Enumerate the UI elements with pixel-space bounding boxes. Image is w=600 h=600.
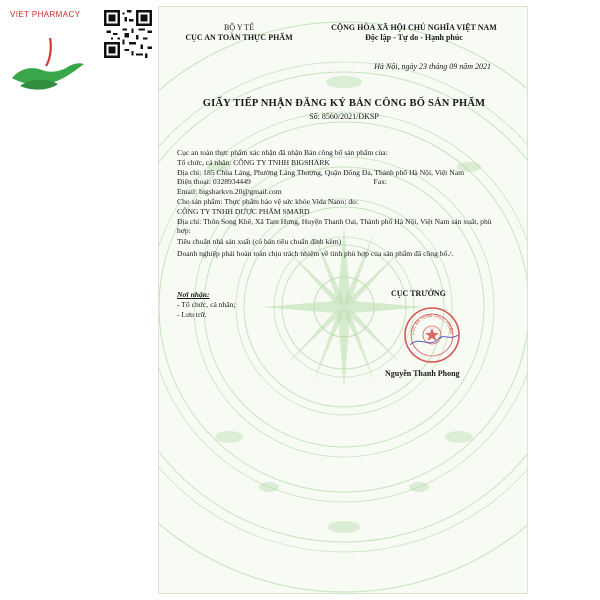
- body-line: Cục an toàn thực phẩm xác nhận đã nhận Bản công bố sản phẩm của:: [177, 148, 388, 157]
- republic-name: CỘNG HÒA XÃ HỘI CHỦ NGHĨA VIỆT NAM: [331, 23, 497, 32]
- issue-date: Hà Nội, ngày 23 tháng 09 năm 2021: [374, 62, 491, 71]
- recipient-item: - Lưu trữ.: [177, 309, 207, 319]
- body-line: Tổ chức, cá nhân: CÔNG TY TNHH BIGSHARK: [177, 157, 330, 167]
- ministry-name: BỘ Y TẾ: [224, 23, 254, 32]
- body-line: Doanh nghiệp phải hoàn toàn chịu trách nhiệm về tính phù hợp của sản phẩm đã công bố./.: [177, 248, 454, 258]
- viet-pharmacy-logo: [6, 8, 98, 98]
- document-body: [177, 148, 507, 259]
- signer-name: Nguyễn Thanh Phong: [385, 369, 460, 378]
- issuer-header: [169, 23, 309, 43]
- recipients-heading: Nơi nhận:: [177, 290, 210, 299]
- stamp-text: CỤC AN TOÀN THỰC PHẨM: [409, 312, 455, 336]
- agency-name: CỤC AN TOÀN THỰC PHẨM: [185, 33, 293, 42]
- national-header: [304, 23, 524, 43]
- body-line: Địa chỉ: Thôn Song Khê, Xã Tam Hưng, Huyện Thanh Oai, Thành phố Hà Nội, Việt Nam sản xuất, phù hợp:: [177, 216, 492, 236]
- body-line: Email: bigsharkvn.20@gmail.com: [177, 187, 282, 197]
- official-stamp: [402, 305, 462, 365]
- certificate-document: [158, 6, 528, 594]
- body-line: Cho sản phẩm: Thực phẩm bảo vệ sức khỏe Vida Nano; do:: [177, 196, 359, 206]
- recipients-block: [177, 290, 236, 319]
- phone-line: Điện thoại: 0328934449: [177, 177, 251, 187]
- recipient-item: - Tổ chức, cá nhân;: [177, 299, 236, 309]
- phone-fax-row: [177, 177, 507, 187]
- document-number: Số: 8560/2021/ĐKSP: [309, 112, 379, 121]
- signer-title: CỤC TRƯỞNG: [391, 289, 446, 298]
- fax-line: Fax:: [373, 177, 387, 187]
- viet-pharmacy-logo-text: VIET PHARMACY: [10, 10, 81, 19]
- national-motto: Độc lập - Tự do - Hạnh phúc: [365, 33, 463, 42]
- body-line: CÔNG TY TNHH DƯỢC PHẨM SMARD: [177, 206, 310, 216]
- body-line: Địa chỉ: 185 Chùa Láng, Phường Láng Thượng, Quận Đống Đa, Thành phố Hà Nội, Việt Nam: [177, 167, 465, 177]
- document-title: GIẤY TIẾP NHẬN ĐĂNG KÝ BẢN CÔNG BỐ SẢN PHẨM: [202, 98, 486, 109]
- qr-code: [104, 10, 152, 58]
- body-line: Tiêu chuẩn nhà sản xuất (có bản tiêu chuẩn đính kèm): [177, 237, 342, 247]
